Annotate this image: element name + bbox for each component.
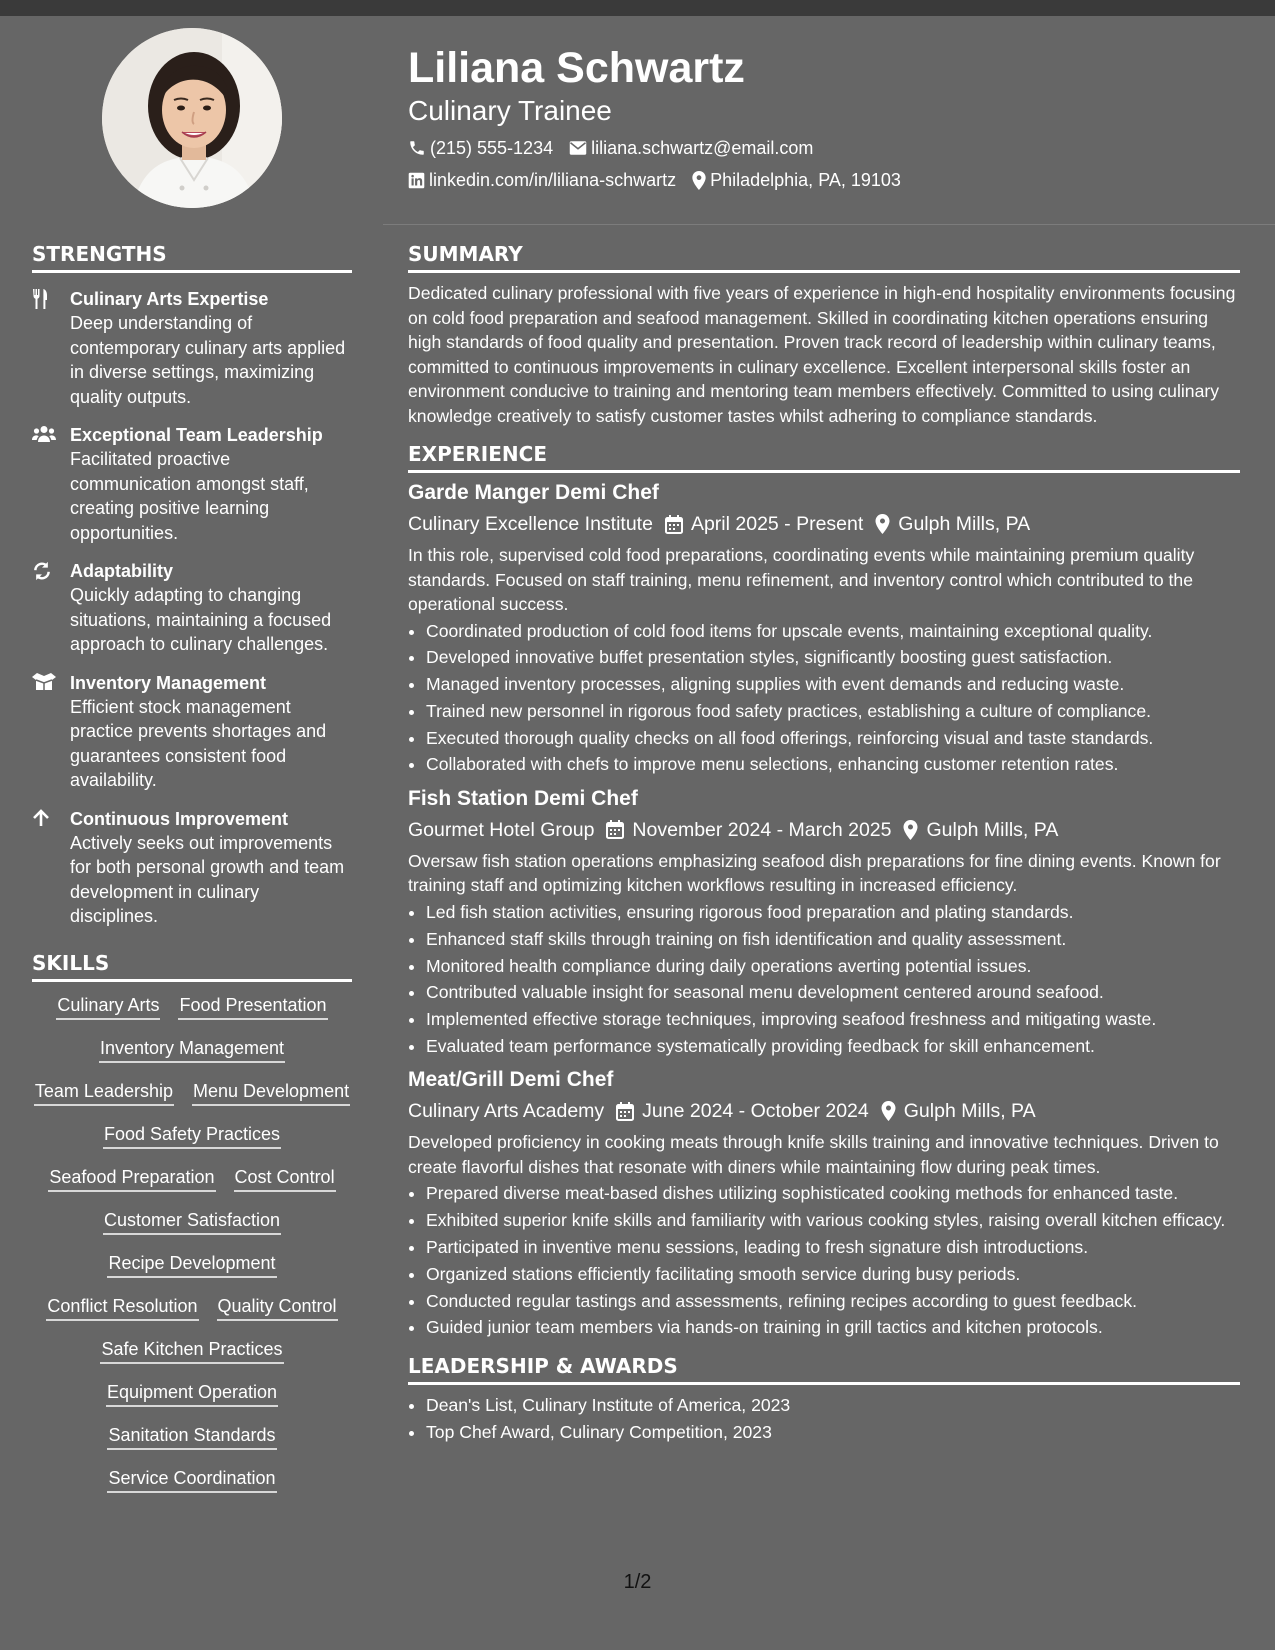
calendar-icon bbox=[616, 1102, 634, 1121]
profile-photo bbox=[102, 28, 282, 208]
bullet-item: • Participated in inventive menu sessions, leading to fresh signature dish introductions. bbox=[426, 1235, 1240, 1260]
linkedin-icon bbox=[408, 172, 425, 189]
bullet-item: • Contributed valuable insight for seasonal menu development centered around seafood. bbox=[426, 980, 1240, 1005]
job-dates-text: November 2024 - March 2025 bbox=[632, 818, 892, 841]
job-location bbox=[903, 817, 1058, 843]
bullet-item: • Guided junior team members via hands-on training in grill tactics and kitchen protocols. bbox=[426, 1315, 1240, 1340]
location-text: Philadelphia, PA, 19103 bbox=[710, 170, 901, 190]
main-content bbox=[408, 240, 1240, 1447]
job-dates-text: April 2025 - Present bbox=[690, 513, 864, 535]
job-company bbox=[408, 1098, 604, 1124]
map-pin-icon bbox=[875, 514, 890, 534]
skill-tag: Customer Satisfaction bbox=[103, 1207, 281, 1235]
job-meta bbox=[408, 1098, 1240, 1124]
bullet-item: • Enhanced staff skills through training on fish identification and quality assessment. bbox=[426, 927, 1240, 952]
bullet-item: • Monitored health compliance during daily operations averting potential issues. bbox=[426, 954, 1240, 979]
awards-list bbox=[408, 1393, 1240, 1444]
email-contact[interactable] bbox=[569, 137, 813, 159]
experience-heading: EXPERIENCE bbox=[408, 440, 1240, 473]
skill-tag: Food Safety Practices bbox=[103, 1121, 281, 1149]
bullet-item: • Coordinated production of cold food items for upscale events, maintaining exceptional quality. bbox=[426, 619, 1240, 644]
skill-tag: Sanitation Standards bbox=[107, 1422, 276, 1450]
bullet-item: • Led fish station activities, ensuring rigorous food preparation and plating standards. bbox=[426, 900, 1240, 925]
bullet-item: • Evaluated team performance systematically providing feedback for skill enhancement. bbox=[426, 1034, 1240, 1059]
company-name: Culinary Arts Academy bbox=[408, 1100, 605, 1123]
job-bullets bbox=[408, 900, 1240, 1058]
strength-title: Culinary Arts Expertise bbox=[70, 289, 269, 309]
bullet-item: • Trained new personnel in rigorous food safety practices, establishing a culture of compliance. bbox=[426, 699, 1240, 724]
job-description: Oversaw fish station operations emphasizing seafood dish preparations for fine dining events. Known for training staff and optimizing kitchen workflows resulting in increased efficiency. bbox=[408, 850, 1221, 896]
job-company bbox=[408, 817, 594, 843]
skill-tag: Recipe Development bbox=[107, 1250, 276, 1278]
skill-tag: Food Presentation bbox=[178, 992, 327, 1020]
bullet-item: • Exhibited superior knife skills and familiarity with various cooking styles, raising overall kitchen efficacy. bbox=[426, 1208, 1240, 1233]
strength-title: Inventory Management bbox=[70, 672, 267, 693]
bullet-item: • Implemented effective storage techniques, improving seafood freshness and mitigating waste. bbox=[426, 1007, 1240, 1032]
skill-tag: Service Coordination bbox=[107, 1465, 276, 1493]
strength-desc: Deep understanding of contemporary culinary arts applied in diverse settings, maximizing quality outputs. bbox=[70, 313, 346, 407]
job-description: Developed proficiency in cooking meats through knife skills training and innovative techniques. Driven to create flavorful dishes that resonate with diners while maintaining flow during peak times. bbox=[408, 1132, 1219, 1177]
email-text: liliana.schwartz@email.com bbox=[591, 138, 814, 158]
contact-row-2 bbox=[408, 169, 1248, 191]
skill-tag: Seafood Preparation bbox=[48, 1164, 215, 1192]
job-description: In this role, supervised cold food preparations, coordinating events while maintaining premium quality standards. Focused on staff training, menu refinement, and inventory control which contributed to the operational success. bbox=[408, 545, 1195, 614]
job-entry bbox=[408, 479, 1240, 777]
phone-icon bbox=[408, 139, 426, 157]
job-dates bbox=[606, 817, 891, 843]
company-name: Gourmet Hotel Group bbox=[408, 818, 595, 841]
arrow-up-icon bbox=[32, 809, 50, 827]
job-location-text: Gulph Mills, PA bbox=[903, 1100, 1036, 1123]
phone-contact bbox=[408, 137, 553, 159]
awards-heading: LEADERSHIP & AWARDS bbox=[408, 1352, 1240, 1385]
job-meta bbox=[408, 511, 1240, 537]
job-entry bbox=[408, 785, 1240, 1058]
contact-row-1 bbox=[408, 137, 1248, 159]
strength-item bbox=[32, 559, 352, 657]
bullet-item: • Organized stations efficiently facilitating smooth service during busy periods. bbox=[426, 1262, 1240, 1287]
strength-desc: Quickly adapting to changing situations, maintaining a focused approach to culinary challenges. bbox=[70, 585, 332, 654]
header-divider bbox=[383, 224, 1275, 225]
bullet-item: • Collaborated with chefs to improve menu selections, enhancing customer retention rates. bbox=[426, 752, 1240, 777]
company-name: Culinary Excellence Institute bbox=[408, 513, 653, 535]
strength-title: Exceptional Team Leadership bbox=[70, 425, 323, 445]
box-open-icon bbox=[32, 673, 56, 691]
job-entry bbox=[408, 1066, 1240, 1339]
job-location bbox=[881, 1098, 1036, 1124]
bullet-item: • Conducted regular tastings and assessments, refining recipes according to guest feedback. bbox=[426, 1289, 1240, 1314]
award-item: • Top Chef Award, Culinary Competition, 2023 bbox=[426, 1420, 1240, 1445]
job-location bbox=[875, 511, 1030, 537]
linkedin-contact[interactable] bbox=[408, 169, 676, 191]
skill-tag: Conflict Resolution bbox=[46, 1293, 198, 1321]
award-item: • Dean's List, Culinary Institute of America, 2023 bbox=[426, 1393, 1240, 1418]
map-pin-icon bbox=[903, 820, 918, 840]
strength-item bbox=[32, 287, 352, 409]
page-number: 1/2 bbox=[623, 1571, 652, 1593]
map-pin-icon bbox=[692, 171, 706, 190]
strength-item bbox=[32, 671, 352, 793]
skill-tag: Inventory Management bbox=[99, 1035, 285, 1063]
skill-tag: Culinary Arts bbox=[56, 992, 160, 1020]
calendar-icon bbox=[606, 820, 624, 839]
users-icon bbox=[32, 425, 56, 443]
job-bullets bbox=[408, 1181, 1240, 1339]
strength-item bbox=[32, 423, 352, 545]
bullet-item: • Managed inventory processes, aligning supplies with event demands and reducing waste. bbox=[426, 672, 1240, 697]
summary-text: Dedicated culinary professional with five years of experience in high-end hospitality environments focusing on cold food preparation and seafood management. Skilled in coordinating kitchen operations ensuring high standards of food quality and presentation. Proven track record of leadership within culinary teams, committed to continuous improvements in culinary excellence. Excellent interpersonal skills foster an environment conducive to training and mentoring team members effectively. Committed to using culinary knowledge creatively to satisfy customer tastes whilst adhering to compliance standards. bbox=[408, 283, 1236, 426]
strength-desc: Facilitated proactive communication amongst staff, creating positive learning opportunities. bbox=[70, 449, 309, 543]
utensils-icon bbox=[32, 289, 48, 309]
job-location-text: Gulph Mills, PA bbox=[898, 513, 1031, 535]
skill-tag: Team Leadership bbox=[34, 1078, 174, 1106]
skill-tag: Cost Control bbox=[234, 1164, 336, 1192]
job-dates bbox=[665, 511, 863, 537]
candidate-name: Liliana Schwartz bbox=[408, 44, 745, 92]
job-location-text: Gulph Mills, PA bbox=[926, 818, 1059, 841]
job-bullets bbox=[408, 619, 1240, 777]
linkedin-text: linkedin.com/in/liliana-schwartz bbox=[429, 170, 677, 190]
envelope-icon bbox=[569, 140, 587, 156]
strength-item bbox=[32, 807, 352, 929]
job-dates-text: June 2024 - October 2024 bbox=[642, 1100, 869, 1123]
skill-tag: Safe Kitchen Practices bbox=[100, 1336, 283, 1364]
job-title: Meat/Grill Demi Chef bbox=[408, 1068, 614, 1092]
phone-text: (215) 555-1234 bbox=[430, 138, 554, 158]
resume-header bbox=[408, 42, 1248, 191]
skill-tag: Quality Control bbox=[217, 1293, 338, 1321]
bullet-item: • Prepared diverse meat-based dishes utilizing sophisticated cooking methods for enhanced taste. bbox=[426, 1181, 1240, 1206]
strength-title: Adaptability bbox=[70, 561, 174, 581]
job-title: Fish Station Demi Chef bbox=[408, 786, 638, 810]
location-contact bbox=[692, 169, 901, 191]
job-title: Garde Manger Demi Chef bbox=[408, 481, 659, 504]
top-bar bbox=[0, 0, 1275, 16]
skill-tag: Equipment Operation bbox=[106, 1379, 278, 1407]
bullet-item: • Developed innovative buffet presentation styles, significantly boosting guest satisfaction. bbox=[426, 645, 1240, 670]
strengths-heading: STRENGTHS bbox=[32, 240, 352, 273]
map-pin-icon bbox=[881, 1101, 896, 1121]
strength-desc: Efficient stock management practice prevents shortages and guarantees consistent food availability. bbox=[70, 696, 327, 790]
strength-desc: Actively seeks out improvements for both personal growth and team development in culinary disciplines. bbox=[70, 832, 345, 926]
job-company bbox=[408, 511, 653, 537]
refresh-icon bbox=[32, 561, 52, 581]
skill-tag: Menu Development bbox=[192, 1078, 350, 1106]
skills-list bbox=[32, 992, 352, 1493]
skills-heading: SKILLS bbox=[32, 949, 352, 982]
sidebar bbox=[32, 240, 352, 1493]
candidate-title: Culinary Trainee bbox=[408, 95, 612, 126]
summary-heading: SUMMARY bbox=[408, 240, 1240, 273]
strength-title: Continuous Improvement bbox=[70, 808, 289, 829]
job-dates bbox=[616, 1098, 869, 1124]
job-meta bbox=[408, 817, 1240, 843]
bullet-item: • Executed thorough quality checks on all food offerings, reinforcing visual and taste standards. bbox=[426, 726, 1240, 751]
calendar-icon bbox=[665, 515, 683, 534]
